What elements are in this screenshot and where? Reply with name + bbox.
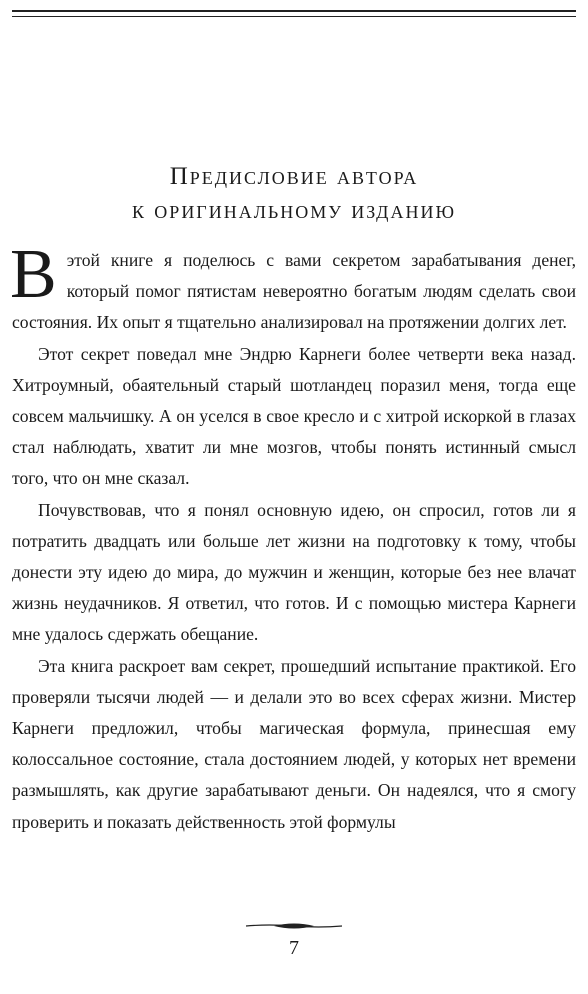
- chapter-heading: [0, 160, 588, 228]
- paragraph-1: [10, 236, 576, 339]
- paragraph-3: Почувствовав, что я понял основную идею, он спросил, готов ли я потратить двадцать или больше лет жизни на подготовку к тому, чтобы донести эту идею до мира, до мужчин и женщин, которые без нее влачат жизнь неудачников. Я ответил, что готов. И с помощью мистера Карнеги мне удалось сдержать обещание.: [12, 499, 576, 645]
- paragraph-1-text: этой книге я поделюсь с вами секретом зарабатывания денег, который помог пятистам невероятно богатым людям сделать свои состояния. Их опыт я тщательно анализировал на протяжении долгих лет.: [12, 250, 576, 333]
- flourish-ornament-icon: [244, 920, 344, 932]
- drop-cap: В: [10, 236, 57, 313]
- page-number: 7: [289, 937, 299, 959]
- top-rule-thick: [12, 10, 576, 12]
- body-text: [10, 236, 576, 838]
- top-rule-thin: [12, 16, 576, 17]
- chapter-heading-line-1: Предисловие автора: [169, 163, 419, 190]
- paragraph-4: Эта книга раскроет вам секрет, прошедший испытание практикой. Его проверяли тысячи людей — и делали это во всех сферах жизни. Мистер Карнеги предложил, чтобы магическая формула, принесшая ему колоссальное состояние, стала достоянием людей, у которых нет времени размышлять, как другие зарабатывают деньги. Он надеялся, что я смогу проверить и показать действенность этой формулы: [12, 655, 576, 832]
- chapter-heading-line-2: к оригинальному изданию: [132, 197, 456, 224]
- paragraph-2: Этот секрет поведал мне Эндрю Карнеги более четверти века назад. Хитроумный, обаятельный старый шотландец поразил меня, тогда еще совсем мальчишку. А он уселся в свое кресло и с хитрой искоркой в глазах стал наблюдать, хватит ли мне мозгов, чтобы понять истинный смысл того, что он мне сказал.: [12, 343, 576, 489]
